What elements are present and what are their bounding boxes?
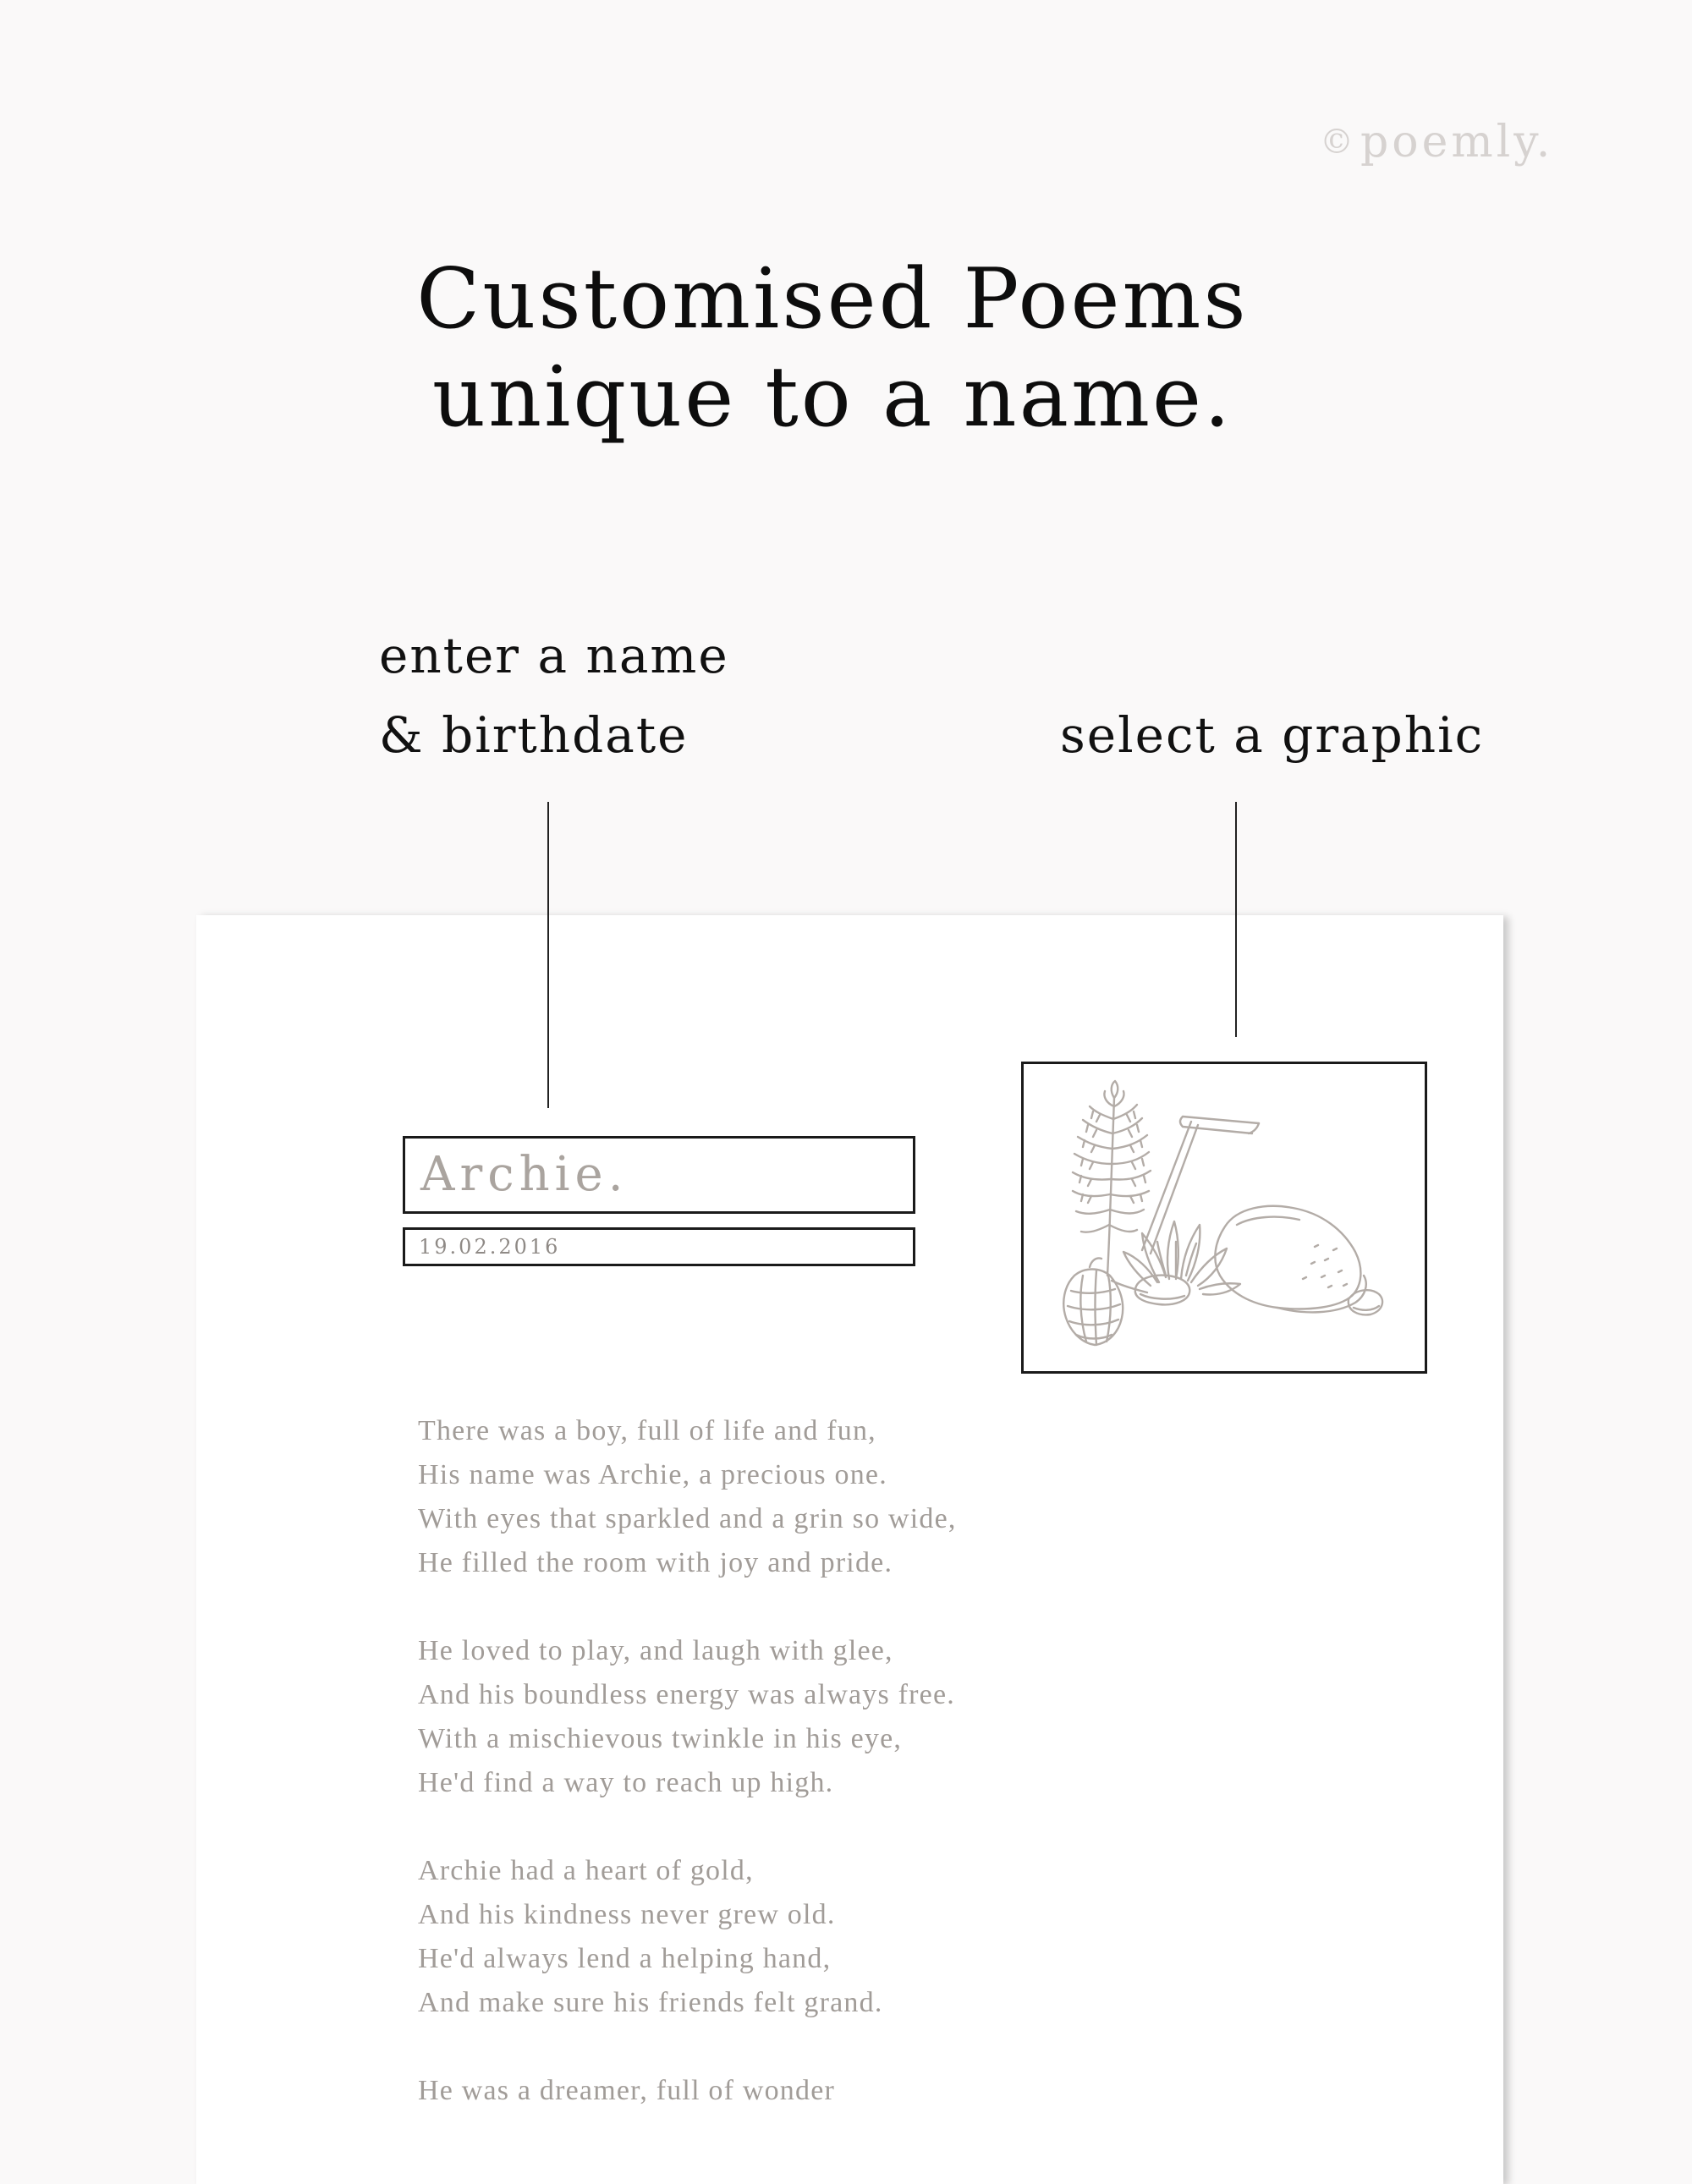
poem-line: And make sure his friends felt grand. [418, 1987, 883, 2018]
label-left-line-1: enter a name [379, 627, 729, 684]
page-headline [0, 250, 1665, 447]
poem-line: He filled the room with joy and pride. [418, 1547, 893, 1578]
copyright-symbol: © [1320, 123, 1354, 162]
graphic-selector[interactable] [1021, 1062, 1427, 1374]
botanical-illustration-icon [1024, 1064, 1425, 1371]
brand-name: poemly. [1360, 117, 1554, 167]
poem-line: With eyes that sparkled and a grin so wide, [418, 1503, 957, 1534]
poem-line: He loved to play, and laugh with glee, [418, 1635, 893, 1666]
poem-line: He was a dreamer, full of wonder [418, 2075, 836, 2106]
name-connector-line [547, 802, 549, 1108]
poem-line: And his boundless energy was always free. [418, 1679, 955, 1710]
poem-stanza-4 [418, 2069, 1349, 2113]
poem-line: There was a boy, full of life and fun, [418, 1415, 876, 1446]
poem-line: Archie had a heart of gold, [418, 1855, 754, 1886]
poem-line: And his kindness never grew old. [418, 1899, 836, 1930]
label-left-line-2: & birthdate [379, 706, 689, 764]
poem-line: With a mischievous twinkle in his eye, [418, 1723, 903, 1754]
name-field-value: Archie. [420, 1147, 629, 1202]
graphic-label: select a graphic [1060, 706, 1485, 764]
headline-line-1: Customised Poems [416, 251, 1249, 348]
poem-text [418, 1409, 1349, 2157]
brand-watermark [1320, 117, 1553, 167]
headline-line-2: unique to a name. [431, 349, 1233, 446]
graphic-connector-line [1235, 802, 1237, 1037]
poem-line: He'd always lend a helping hand, [418, 1943, 832, 1974]
name-field[interactable] [403, 1136, 915, 1214]
birthdate-field-value: 19.02.2016 [419, 1235, 561, 1259]
birthdate-field[interactable] [403, 1227, 915, 1266]
poem-stanza-2 [418, 1629, 1349, 1805]
poem-line: He'd find a way to reach up high. [418, 1767, 834, 1798]
poem-stanza-1 [418, 1409, 1349, 1585]
poem-stanza-3 [418, 1849, 1349, 2025]
poem-line: His name was Archie, a precious one. [418, 1459, 887, 1490]
name-birthdate-label [379, 616, 729, 775]
